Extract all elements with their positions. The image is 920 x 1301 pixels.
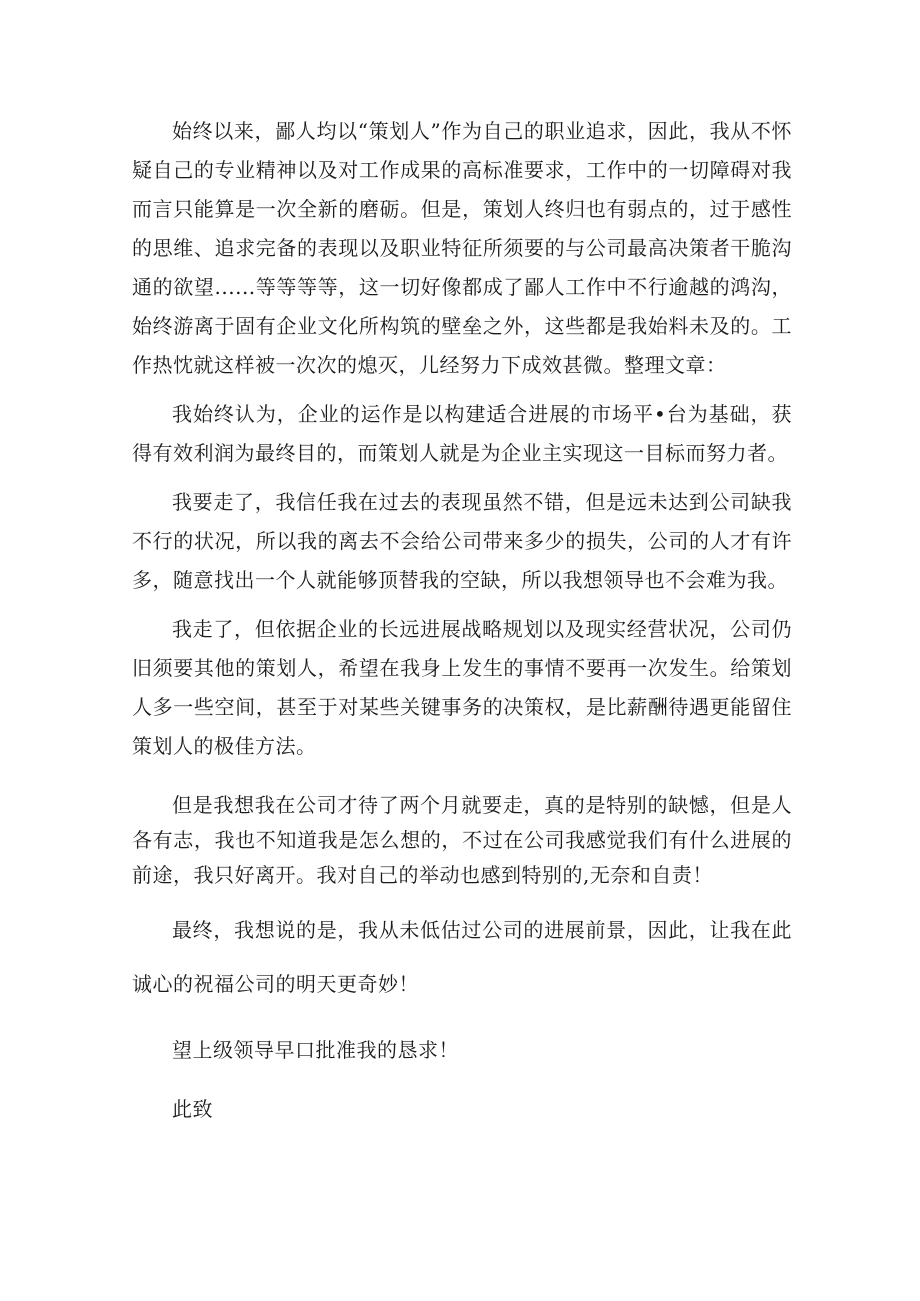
- closing-salutation: 此致: [172, 1097, 213, 1121]
- letter-body: [132, 112, 792, 1129]
- paragraph-advice: 我走了，但依据企业的长远进展战略规划以及现实经营状况，公司仍旧须要其他的策划人，希望在我身上发生的事情不要再一次发生。给策划人多一些空间，甚至于对某些关键事务的决策权，是比薪酬待遇更能留住策划人的极佳方法。: [132, 617, 792, 758]
- paragraph-career: 始终以来，鄙人均以“策划人”作为自己的职业追求，因此，我从不怀疑自己的专业精神以及对工作成果的高标准要求，工作中的一切障碍对我而言只能算是一次全新的磨砺。但是，策划人终归也有弱点的，过于感性的思维、追求完备的表现以及职业特征所须要的与公司最高决策者干脆沟通的欲望......等等等等，这一切好像都成了鄙人工作中不行逾越的鸿沟，始终游离于固有企业文化所构筑的壁垒之外，这些都是我始料未及的。工作热忱就这样被一次次的熄灭，儿经努力下成效甚微。整理文章：: [132, 119, 792, 377]
- paragraph-blessing: 最终，我想说的是，我从未低估过公司的进展前景，因此，让我在此诚心的祝福公司的明天更奇妙！: [132, 918, 792, 996]
- paragraph-request: 望上级领导早口批准我的恳求！: [172, 1038, 459, 1062]
- paragraph-belief: 我始终认为，企业的运作是以构建适合进展的市场平•台为基础，获得有效利润为最终目的，而策划人就是为企业主实现这一目标而努力者。: [132, 402, 792, 465]
- paragraph-regret: 但是我想我在公司才待了两个月就要走，真的是特别的缺憾，但是人各有志，我也不知道我是怎么想的，不过在公司我感觉我们有什么进展的前途，我只好离开。我对自己的举动也感到特别的,无奈和自责！: [132, 793, 792, 887]
- paragraph-leaving: 我要走了，我信任我在过去的表现虽然不错，但是远未达到公司缺我不行的状况，所以我的离去不会给公司带来多少的损失，公司的人才有许多，随意找出一个人就能够顶替我的空缺，所以我想领导也不会难为我。: [132, 490, 792, 592]
